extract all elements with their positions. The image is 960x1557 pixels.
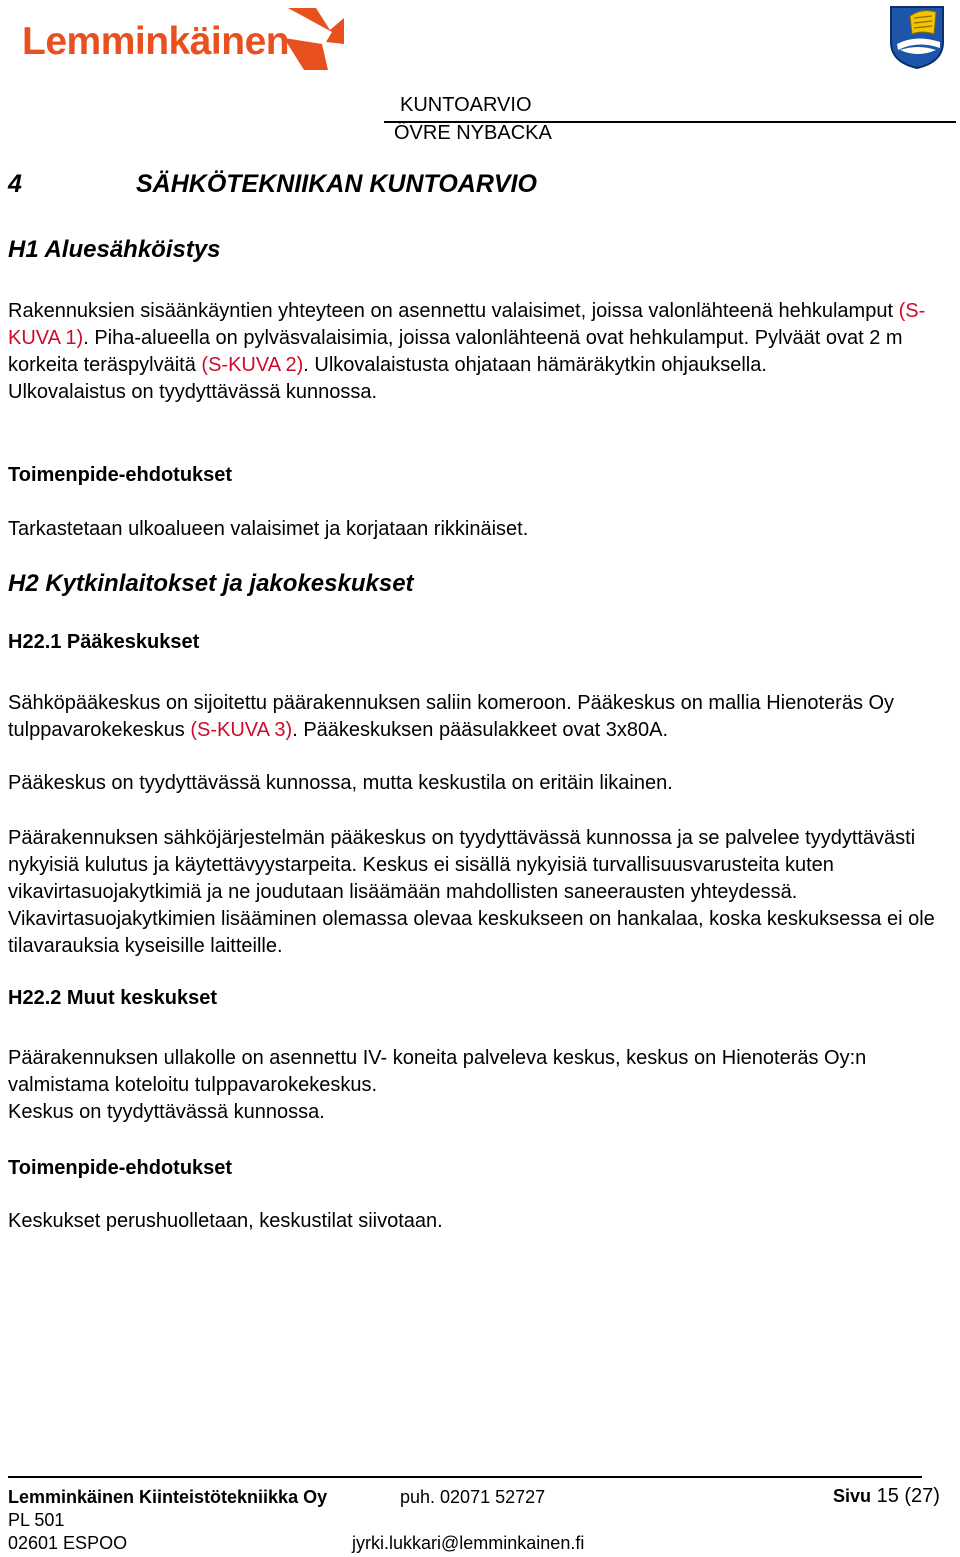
h22-1-text-part: Sähköpääkeskus on sijoitettu päärakennuksen saliin komeroon. Pääkeskus on mallia Hienoteräs Oy tulppavarokekeskus: [8, 692, 895, 741]
h22-1-heading: H22.1 Pääkeskukset: [8, 631, 200, 653]
footer-email-link[interactable]: jyrki.lukkari@lemminkainen.fi: [352, 1533, 585, 1553]
h1-actions-heading: Toimenpide-ehdotukset: [8, 464, 233, 486]
h22-1-paragraph-1: [8, 690, 953, 744]
footer-page-value: 15 (27): [876, 1485, 940, 1507]
footer-divider: [8, 1476, 922, 1478]
section-number: 4: [8, 170, 22, 198]
footer-postal: 02601 ESPOO: [8, 1533, 128, 1553]
h1-paragraph: [8, 298, 953, 406]
h1-text-part: . Ulkovalaistusta ohjataan hämäräkytkin ohjauksella.: [303, 354, 767, 376]
h22-2-actions-heading: Toimenpide-ehdotukset: [8, 1157, 233, 1179]
municipal-crest-icon: [888, 4, 946, 75]
h22-2-condition-text: Keskus on tyydyttävässä kunnossa.: [8, 1101, 325, 1123]
h1-condition-text: Ulkovalaistus on tyydyttävässä kunnossa.: [8, 381, 378, 403]
footer-page-number: [833, 1486, 940, 1506]
h22-2-paragraph: [8, 1045, 953, 1126]
header-title: KUNTOARVIO: [400, 94, 532, 116]
company-logo-text: Lemminkäinen: [22, 20, 290, 63]
h2-heading: H2 Kytkinlaitokset ja jakokeskukset: [8, 570, 414, 597]
section-title: SÄHKÖTEKNIIKAN KUNTOARVIO: [136, 170, 537, 198]
h1-actions-text: Tarkastetaan ulkoalueen valaisimet ja korjataan rikkinäiset.: [8, 518, 529, 540]
h22-1-text-part: . Pääkeskuksen pääsulakkeet ovat 3x80A.: [292, 719, 668, 741]
h22-2-text: Päärakennuksen ullakolle on asennettu IV- koneita palveleva keskus, keskus on Hienoteräs Oy:n valmistama koteloitu tulppavarokekeskus.: [8, 1047, 867, 1096]
h22-2-heading: H22.2 Muut keskukset: [8, 987, 217, 1009]
figure-ref-link[interactable]: (S-KUVA 2): [201, 354, 304, 376]
h1-text-part: Rakennuksien sisäänkäyntien yhteyteen on asennettu valaisimet, joissa valonlähteenä hehkulamput: [8, 300, 899, 322]
h1-heading: H1 Aluesähköistys: [8, 236, 221, 263]
figure-ref-link[interactable]: (S-KUVA 1): [8, 300, 926, 349]
footer-po-box: PL 501: [8, 1510, 65, 1530]
h1-text-part: . Piha-alueella on pylväsvalaisimia, joissa valonlähteenä ovat hehkulamput. Pylväät ovat 2 m korkeita teräspylväitä: [8, 327, 903, 376]
company-logo-mark: [282, 8, 348, 75]
section-heading: [8, 172, 537, 197]
header-subtitle: ÖVRE NYBACKA: [394, 122, 552, 144]
h22-1-paragraph-3: Päärakennuksen sähköjärjestelmän pääkeskus on tyydyttävässä kunnossa ja se palvelee tyydyttävästi nykyisiä kulutus ja käytettävyystarpeita. Keskus ei sisällä nykyisiä turvallisuusvarusteita kuten vikavirtasuojakytkimiä ja ne joudutaan lisäämään mahdollisten saneerausten yhteydessä. Vikavirtasuojakytkimien lisääminen olemassa olevaa keskukseen on hankalaa, koska keskuksessa ei ole tilavarauksia kyseisille laitteille.: [8, 827, 935, 957]
footer-company: Lemminkäinen Kiinteistötekniikka Oy: [8, 1487, 328, 1507]
h22-2-actions-text: Keskukset perushuolletaan, keskustilat siivotaan.: [8, 1210, 443, 1232]
footer-page-label: Sivu: [833, 1486, 872, 1506]
h22-1-paragraph-2: Pääkeskus on tyydyttävässä kunnossa, mutta keskustila on eritäin likainen.: [8, 772, 673, 794]
footer-phone: puh. 02071 52727: [400, 1487, 546, 1507]
figure-ref-link[interactable]: (S-KUVA 3): [190, 719, 293, 741]
